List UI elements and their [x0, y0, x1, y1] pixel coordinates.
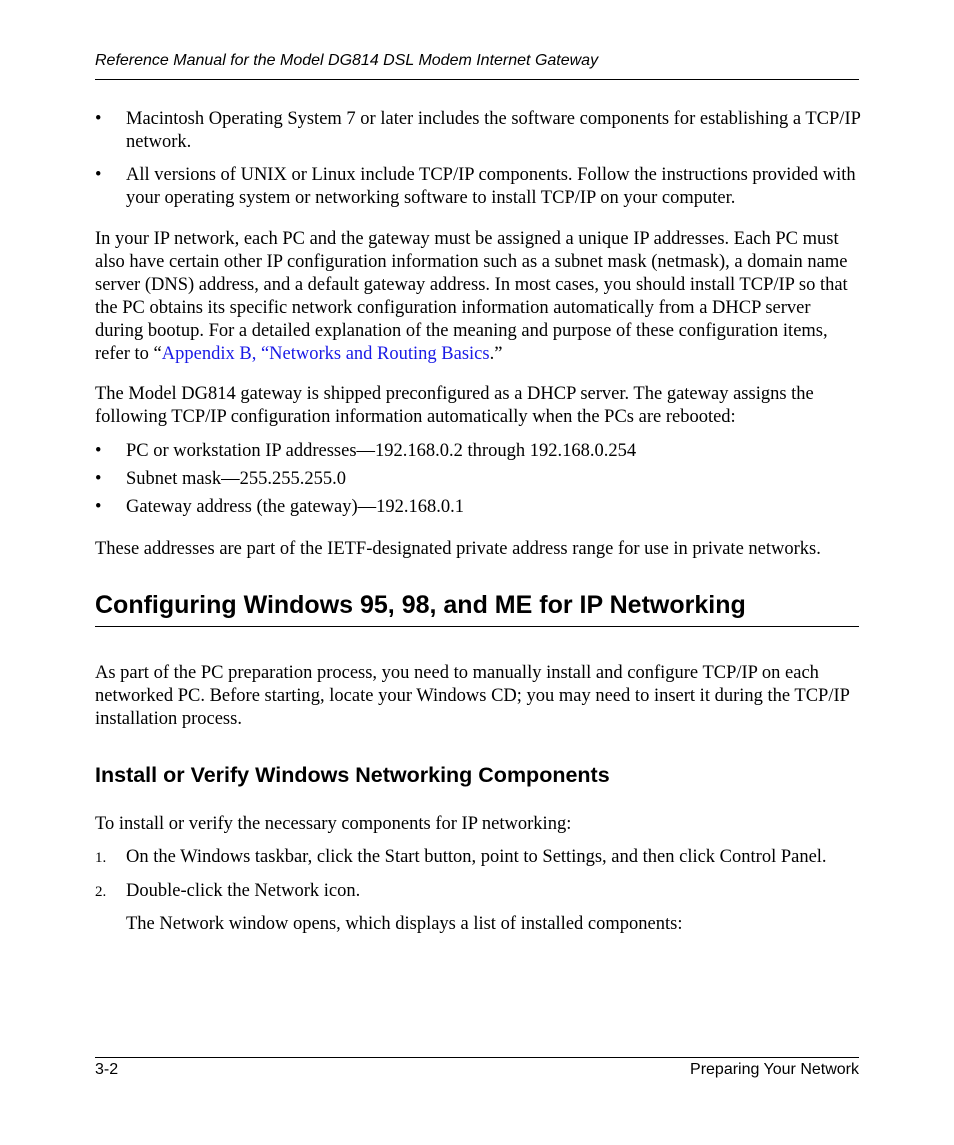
step-number: 1.	[95, 850, 107, 866]
step-number: 2.	[95, 884, 107, 900]
footer-rule	[95, 1057, 859, 1058]
bullet-text: Subnet mask—255.255.255.0	[126, 469, 346, 489]
bullet-text: Gateway address (the gateway)—192.168.0.1	[126, 497, 465, 517]
bullet-marker: •	[95, 441, 102, 461]
bullet-marker: •	[95, 497, 102, 517]
subsection-intro: To install or verify the necessary components for IP networking:	[95, 814, 572, 834]
bullet-marker: •	[95, 109, 102, 129]
chapter-title: Preparing Your Network	[690, 1061, 859, 1078]
appendix-b-link[interactable]: Appendix B, “Networks and Routing Basics	[161, 344, 490, 364]
page-number: 3-2	[95, 1061, 119, 1078]
ip-paragraph-text: In your IP network, each PC and the gateway must be assigned a unique IP addresses. Each PC must also have certain other IP configuration information such as a subnet mask (netmask), a domain name server (DNS) address, and a default gateway address. In most cases, you should install TCP/IP so that the PC obtains its specific network configuration information automatically from a DHCP server during bootup. For a detailed explanation of the meaning and purpose of these configuration items, refer to “	[95, 229, 848, 364]
bullet-marker: •	[95, 165, 102, 185]
bullet-marker: •	[95, 469, 102, 489]
section-paragraph: As part of the PC preparation process, you need to manually install and configure TCP/IP on each networked PC. Before starting, locate your Windows CD; you may need to insert it during the TCP/IP installation process.	[95, 663, 850, 729]
bullet-text: PC or workstation IP addresses—192.168.0.2 through 192.168.0.254	[126, 441, 637, 461]
dhcp-paragraph: The Model DG814 gateway is shipped preconfigured as a DHCP server. The gateway assigns the following TCP/IP configuration information automatically when the PCs are rebooted:	[95, 384, 814, 427]
ip-paragraph-end: .”	[489, 344, 503, 364]
step-note: The Network window opens, which displays a list of installed components:	[126, 914, 683, 934]
private-range-paragraph: These addresses are part of the IETF-designated private address range for use in private networks.	[95, 539, 821, 559]
section-heading: Configuring Windows 95, 98, and ME for IP Networking	[95, 591, 746, 619]
running-header: Reference Manual for the Model DG814 DSL Modem Internet Gateway	[95, 52, 599, 69]
ip-network-paragraph	[95, 228, 861, 366]
bullet-text: Macintosh Operating System 7 or later includes the software components for establishing a TCP/IP network.	[126, 109, 861, 152]
header-rule	[95, 79, 859, 80]
step-text: On the Windows taskbar, click the Start button, point to Settings, and then click Control Panel.	[126, 847, 827, 867]
section-heading-rule	[95, 626, 859, 627]
step-text: Double-click the Network icon.	[126, 881, 361, 901]
bullet-text: All versions of UNIX or Linux include TCP/IP components. Follow the instructions provided with your operating system or networking software to install TCP/IP on your computer.	[126, 165, 856, 208]
subsection-heading: Install or Verify Windows Networking Components	[95, 763, 610, 787]
